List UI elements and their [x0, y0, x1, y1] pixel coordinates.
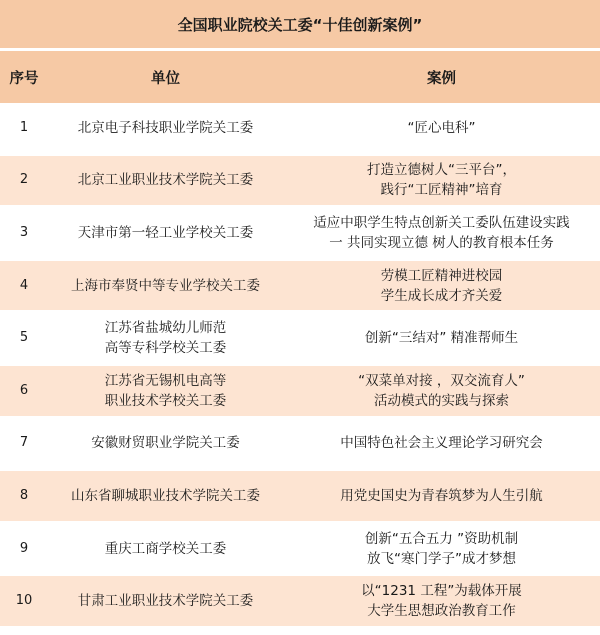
table-row [0, 576, 600, 629]
row-unit-line: 甘肃工业职业技术学院关工委 [77, 593, 254, 610]
row-unit-line: 北京工业职业技术学院关工委 [77, 172, 254, 189]
row-case-line: “匠心电科” [407, 119, 476, 136]
table-header [0, 48, 600, 103]
header-case: 案例 [427, 70, 456, 87]
row-unit [48, 223, 283, 243]
row-unit [48, 276, 283, 296]
row-number [0, 118, 48, 138]
row-case [283, 486, 600, 506]
row-case-line: 用党史国史为青春筑梦为人生引航 [340, 487, 543, 504]
row-case-line: 创新“五合五力 ”资助机制 [364, 530, 519, 547]
row-case-line: 中国特色社会主义理论学习研究会 [340, 435, 543, 452]
row-case [283, 371, 600, 411]
row-number [0, 591, 48, 611]
row-case-line: 创新“三结对” 精准帮师生 [364, 330, 519, 347]
row-number [0, 328, 48, 348]
table-row [0, 208, 600, 261]
header-unit: 单位 [151, 70, 180, 87]
row-unit-line: 职业技术学校关工委 [104, 392, 227, 409]
row-unit-line: 北京电子科技职业学院关工委 [77, 119, 254, 136]
row-number-line: 4 [19, 277, 29, 293]
row-case-line: 活动模式的实践与探索 [374, 392, 509, 409]
row-number [0, 433, 48, 453]
row-case-line: 适应中职学生特点创新关工委队伍建设实践 [313, 214, 570, 231]
row-unit-line: 重庆工商学校关工委 [104, 540, 227, 557]
row-number-line: 9 [19, 540, 29, 556]
row-unit [48, 433, 283, 453]
row-case-line: 打造立德树人“三平台”， [367, 162, 516, 179]
row-unit-line: 上海市奉贤中等专业学校关工委 [71, 277, 260, 294]
row-number [0, 486, 48, 506]
row-number [0, 223, 48, 243]
table-row [0, 471, 600, 524]
row-unit [48, 591, 283, 611]
table-row [0, 419, 600, 472]
table-row [0, 366, 600, 419]
row-unit [48, 371, 283, 411]
row-case [283, 328, 600, 348]
row-case [283, 160, 600, 200]
row-case-line: “双菜单对接 ，双交流育人” [358, 372, 525, 389]
row-number [0, 381, 48, 401]
row-case-line: 一 共同实现立德 树人的教育根本任务 [329, 234, 554, 251]
table-row [0, 103, 600, 156]
table-title: 全国职业院校关工委“十佳创新案例” [0, 0, 600, 48]
table-body [0, 103, 600, 629]
row-case [283, 581, 600, 621]
row-unit-line: 江苏省无锡机电高等 [104, 372, 227, 389]
row-case-line: 放飞“寒门学子”成才梦想 [367, 550, 516, 567]
row-number-line: 2 [19, 172, 29, 188]
row-number-line: 1 [19, 119, 29, 135]
row-case-line: 大学生思想政治教育工作 [367, 603, 516, 620]
row-case [283, 433, 600, 453]
row-case [283, 118, 600, 138]
row-number [0, 539, 48, 559]
row-unit [48, 318, 283, 358]
row-number [0, 170, 48, 190]
table-row [0, 313, 600, 366]
row-unit [48, 170, 283, 190]
row-unit-line: 江苏省盐城幼儿师范 [104, 320, 227, 337]
row-number-line: 5 [19, 330, 29, 346]
row-unit [48, 486, 283, 506]
row-unit-line: 高等专科学校关工委 [104, 340, 227, 357]
row-unit [48, 539, 283, 559]
header-no: 序号 [9, 70, 39, 87]
row-case [283, 266, 600, 306]
row-case-line: 践行“工匠精神”培育 [380, 182, 503, 199]
table-row [0, 156, 600, 209]
row-number-line: 10 [15, 593, 33, 609]
row-case [283, 529, 600, 569]
table-row [0, 524, 600, 577]
row-unit [48, 118, 283, 138]
row-case-line: 以“1231 工程”为载体开展 [361, 583, 522, 600]
row-unit-line: 山东省聊城职业技术学院关工委 [71, 487, 260, 504]
row-unit-line: 安徽财贸职业学院关工委 [91, 435, 240, 452]
row-case-line: 学生成长成才齐关爱 [380, 287, 503, 304]
row-number-line: 6 [19, 382, 29, 398]
row-case-line: 劳模工匠精神进校园 [380, 267, 503, 284]
row-unit-line: 天津市第一轻工业学校关工委 [77, 224, 254, 241]
table-row [0, 261, 600, 314]
row-case [283, 213, 600, 253]
row-number [0, 276, 48, 296]
row-number-line: 3 [19, 224, 29, 240]
row-number-line: 7 [19, 435, 29, 451]
row-number-line: 8 [19, 487, 29, 503]
